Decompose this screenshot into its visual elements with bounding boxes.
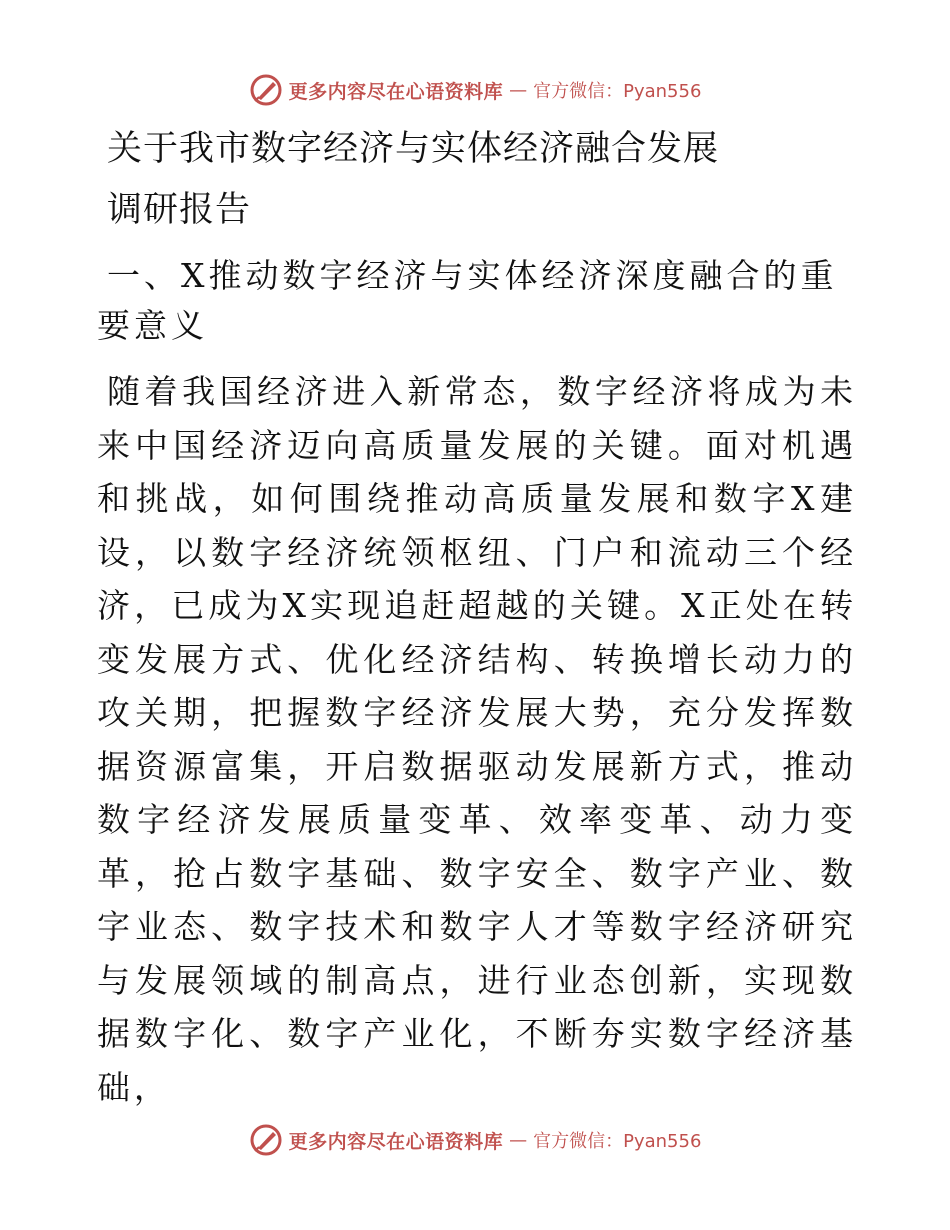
quill-logo-icon (249, 73, 283, 107)
watermark-footer (0, 1120, 950, 1160)
watermark-subtext: 官方微信：Pyan556 (533, 1131, 702, 1152)
quill-logo-icon (249, 1123, 283, 1157)
body-paragraph: 随着我国经济进入新常态，数字经济将成为未来中国经济迈向高质量发展的关键。面对机遇和挑战，如何围绕推动高质量发展和数字X建设，以数字经济统领枢纽、门户和流动三个经济，已成为X实现追赶超越的关键。X正处在转变发展方式、优化经济结构、转换增长动力的攻关期，把握数字经济发展大势，充分发挥数据资源富集，开启数据驱动发展新方式，推动数字经济发展质量变革、效率变革、动力变革，抢占数字基础、数字安全、数字产业、数字业态、数字技术和数字人才等数字经济研究与发展领域的制高点，进行业态创新，实现数据数字化、数字产业化，不断夯实数字经济基础， (97, 372, 857, 1107)
watermark-separator: — (509, 79, 528, 101)
document-title-line-1: 关于我市数字经济与实体经济融合发展 (107, 129, 720, 169)
watermark-header (0, 70, 950, 110)
watermark-text: 更多内容尽在心语资料库 (288, 1130, 504, 1153)
watermark-separator: — (509, 1129, 528, 1151)
section-heading: 一、X推动数字经济与实体经济深度融合的重要意义 (97, 256, 838, 345)
watermark-subtext: 官方微信：Pyan556 (533, 81, 702, 102)
document-title-line-2: 调研报告 (107, 190, 252, 230)
watermark-text: 更多内容尽在心语资料库 (288, 80, 504, 103)
document-body (97, 120, 857, 1114)
